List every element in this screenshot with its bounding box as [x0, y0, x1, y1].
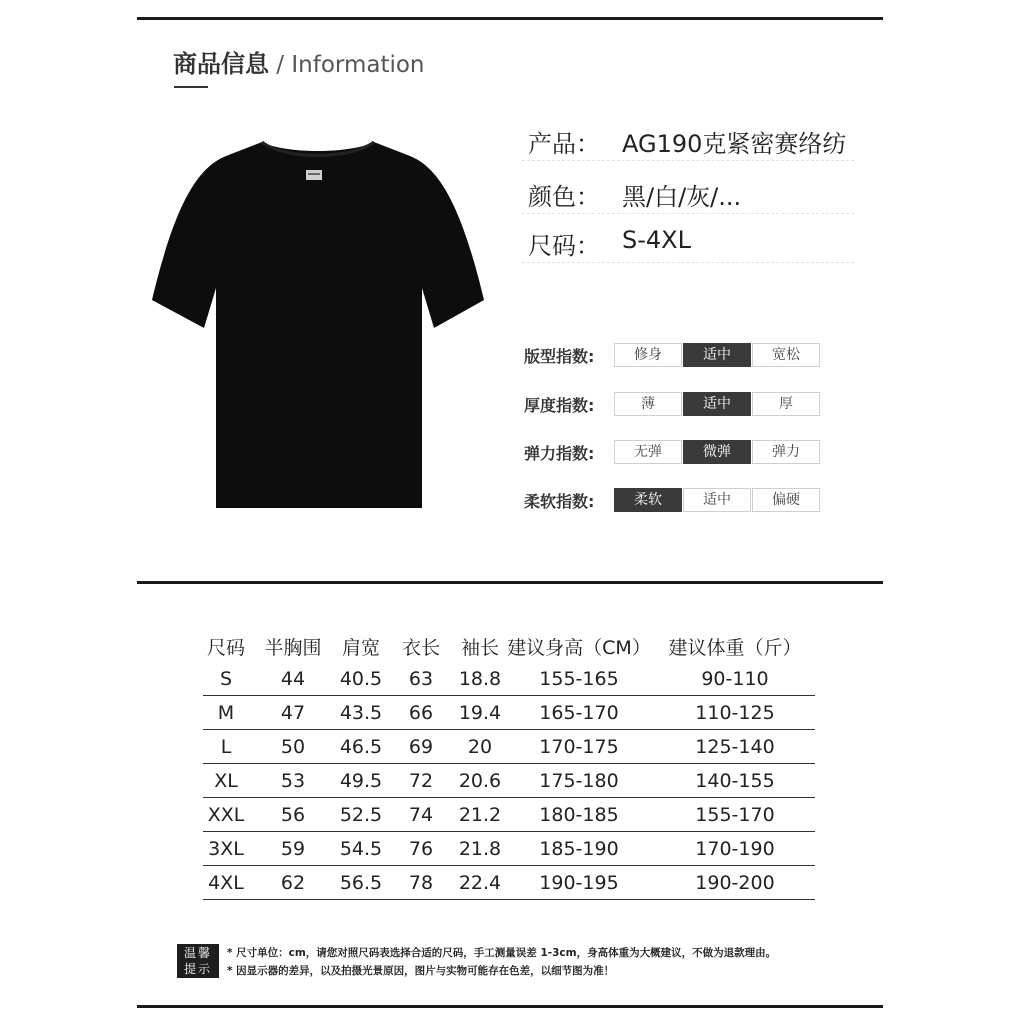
info-key: 颜色： — [528, 183, 600, 211]
table-cell: 76 — [408, 837, 434, 860]
table-row — [203, 764, 815, 798]
index-option: 宽松 — [752, 343, 820, 367]
badge-line: 温馨 — [183, 946, 212, 960]
table-cell: 54.5 — [339, 837, 383, 860]
table-cell: M — [217, 701, 235, 724]
table-cell: 20.6 — [458, 769, 502, 792]
index-option: 弹力 — [752, 440, 820, 464]
info-row-color — [522, 177, 854, 214]
table-row — [203, 662, 815, 696]
table-cell: 44 — [280, 667, 306, 690]
table-cell: 22.4 — [458, 871, 502, 894]
index-option: 适中 — [683, 392, 751, 416]
top-divider — [137, 17, 883, 20]
index-label: 厚度指数: — [524, 396, 595, 415]
table-cell: 69 — [408, 735, 434, 758]
table-cell: 170-190 — [695, 837, 775, 860]
table-cell: 140-155 — [695, 769, 775, 792]
black-tshirt-icon — [150, 138, 486, 512]
column-header: 建议身高（CM） — [507, 636, 651, 659]
table-cell: 40.5 — [339, 667, 383, 690]
table-cell: 170-175 — [539, 735, 619, 758]
title-underline — [174, 86, 208, 88]
table-cell: 52.5 — [339, 803, 383, 826]
section-title-en: / Information — [269, 52, 425, 78]
table-cell: 155-165 — [539, 667, 619, 690]
table-cell: 78 — [408, 871, 434, 894]
table-cell: 155-170 — [695, 803, 775, 826]
table-cell: 63 — [408, 667, 434, 690]
table-cell: 180-185 — [539, 803, 619, 826]
table-header-row — [203, 630, 815, 662]
notice-badge — [177, 944, 219, 978]
table-cell: 20 — [467, 735, 493, 758]
info-value: AG190克紧密赛络纺 — [622, 130, 847, 158]
info-key: 产品： — [528, 130, 600, 158]
index-option: 厚 — [752, 392, 820, 416]
info-value: S-4XL — [622, 226, 691, 254]
table-row — [203, 696, 815, 730]
table-cell: 125-140 — [695, 735, 775, 758]
section-title-cn: 商品信息 — [173, 50, 269, 78]
table-cell: 21.2 — [458, 803, 502, 826]
table-cell: 50 — [280, 735, 306, 758]
index-label: 弹力指数: — [524, 444, 595, 463]
table-cell: 3XL — [208, 837, 244, 860]
index-option: 适中 — [683, 488, 751, 512]
table-cell: 56 — [280, 803, 306, 826]
index-option: 修身 — [614, 343, 682, 367]
info-row-size — [522, 226, 854, 263]
table-row — [203, 832, 815, 866]
badge-line: 提示 — [183, 962, 212, 976]
index-option: 微弹 — [683, 440, 751, 464]
table-cell: 18.8 — [458, 667, 502, 690]
table-cell: XL — [214, 769, 238, 792]
bottom-divider — [137, 1005, 883, 1008]
index-label: 柔软指数: — [524, 492, 595, 511]
info-value: 黑/白/灰/... — [622, 183, 742, 211]
index-option: 偏硬 — [752, 488, 820, 512]
index-option: 柔软 — [614, 488, 682, 512]
middle-divider — [137, 581, 883, 584]
column-header: 建议体重（斤） — [668, 636, 802, 659]
table-cell: 19.4 — [458, 701, 502, 724]
table-cell: 190-200 — [695, 871, 775, 894]
table-row — [203, 730, 815, 764]
table-cell: 72 — [408, 769, 434, 792]
index-option: 适中 — [683, 343, 751, 367]
info-key: 尺码： — [528, 232, 600, 260]
index-option: 薄 — [614, 392, 682, 416]
table-row — [203, 866, 815, 900]
table-row — [203, 798, 815, 832]
column-header: 衣长 — [401, 636, 440, 659]
section-title — [173, 44, 425, 79]
table-cell: 90-110 — [701, 667, 769, 690]
table-cell: 59 — [280, 837, 306, 860]
column-header: 半胸围 — [264, 636, 322, 659]
table-cell: S — [219, 667, 233, 690]
table-cell: XXL — [207, 803, 245, 826]
table-cell: 43.5 — [339, 701, 383, 724]
table-cell: L — [220, 735, 232, 758]
info-row-product — [522, 124, 854, 161]
table-cell: 110-125 — [695, 701, 775, 724]
table-cell: 62 — [280, 871, 306, 894]
size-table — [203, 630, 815, 900]
index-label: 版型指数: — [524, 347, 595, 366]
table-cell: 165-170 — [539, 701, 619, 724]
index-option: 无弹 — [614, 440, 682, 464]
table-cell: 21.8 — [458, 837, 502, 860]
table-cell: 74 — [408, 803, 434, 826]
column-header: 袖长 — [460, 636, 499, 659]
table-cell: 46.5 — [339, 735, 383, 758]
table-cell: 66 — [408, 701, 434, 724]
table-cell: 175-180 — [539, 769, 619, 792]
notice-line: * 尺寸单位：cm，请您对照尺码表选择合适的尺码，手工测量误差 1-3cm，身高体重为大概建议，不做为退款理由。 — [227, 947, 777, 959]
table-cell: 56.5 — [339, 871, 383, 894]
table-cell: 190-195 — [539, 871, 619, 894]
column-header: 尺码 — [206, 636, 245, 659]
table-cell: 185-190 — [539, 837, 619, 860]
table-cell: 49.5 — [339, 769, 383, 792]
table-cell: 47 — [280, 701, 306, 724]
column-header: 肩宽 — [341, 636, 380, 659]
notice-line: * 因显示器的差异，以及拍摄光景原因，图片与实物可能存在色差，以细节图为准！ — [227, 965, 615, 977]
table-cell: 4XL — [208, 871, 244, 894]
table-cell: 53 — [280, 769, 306, 792]
